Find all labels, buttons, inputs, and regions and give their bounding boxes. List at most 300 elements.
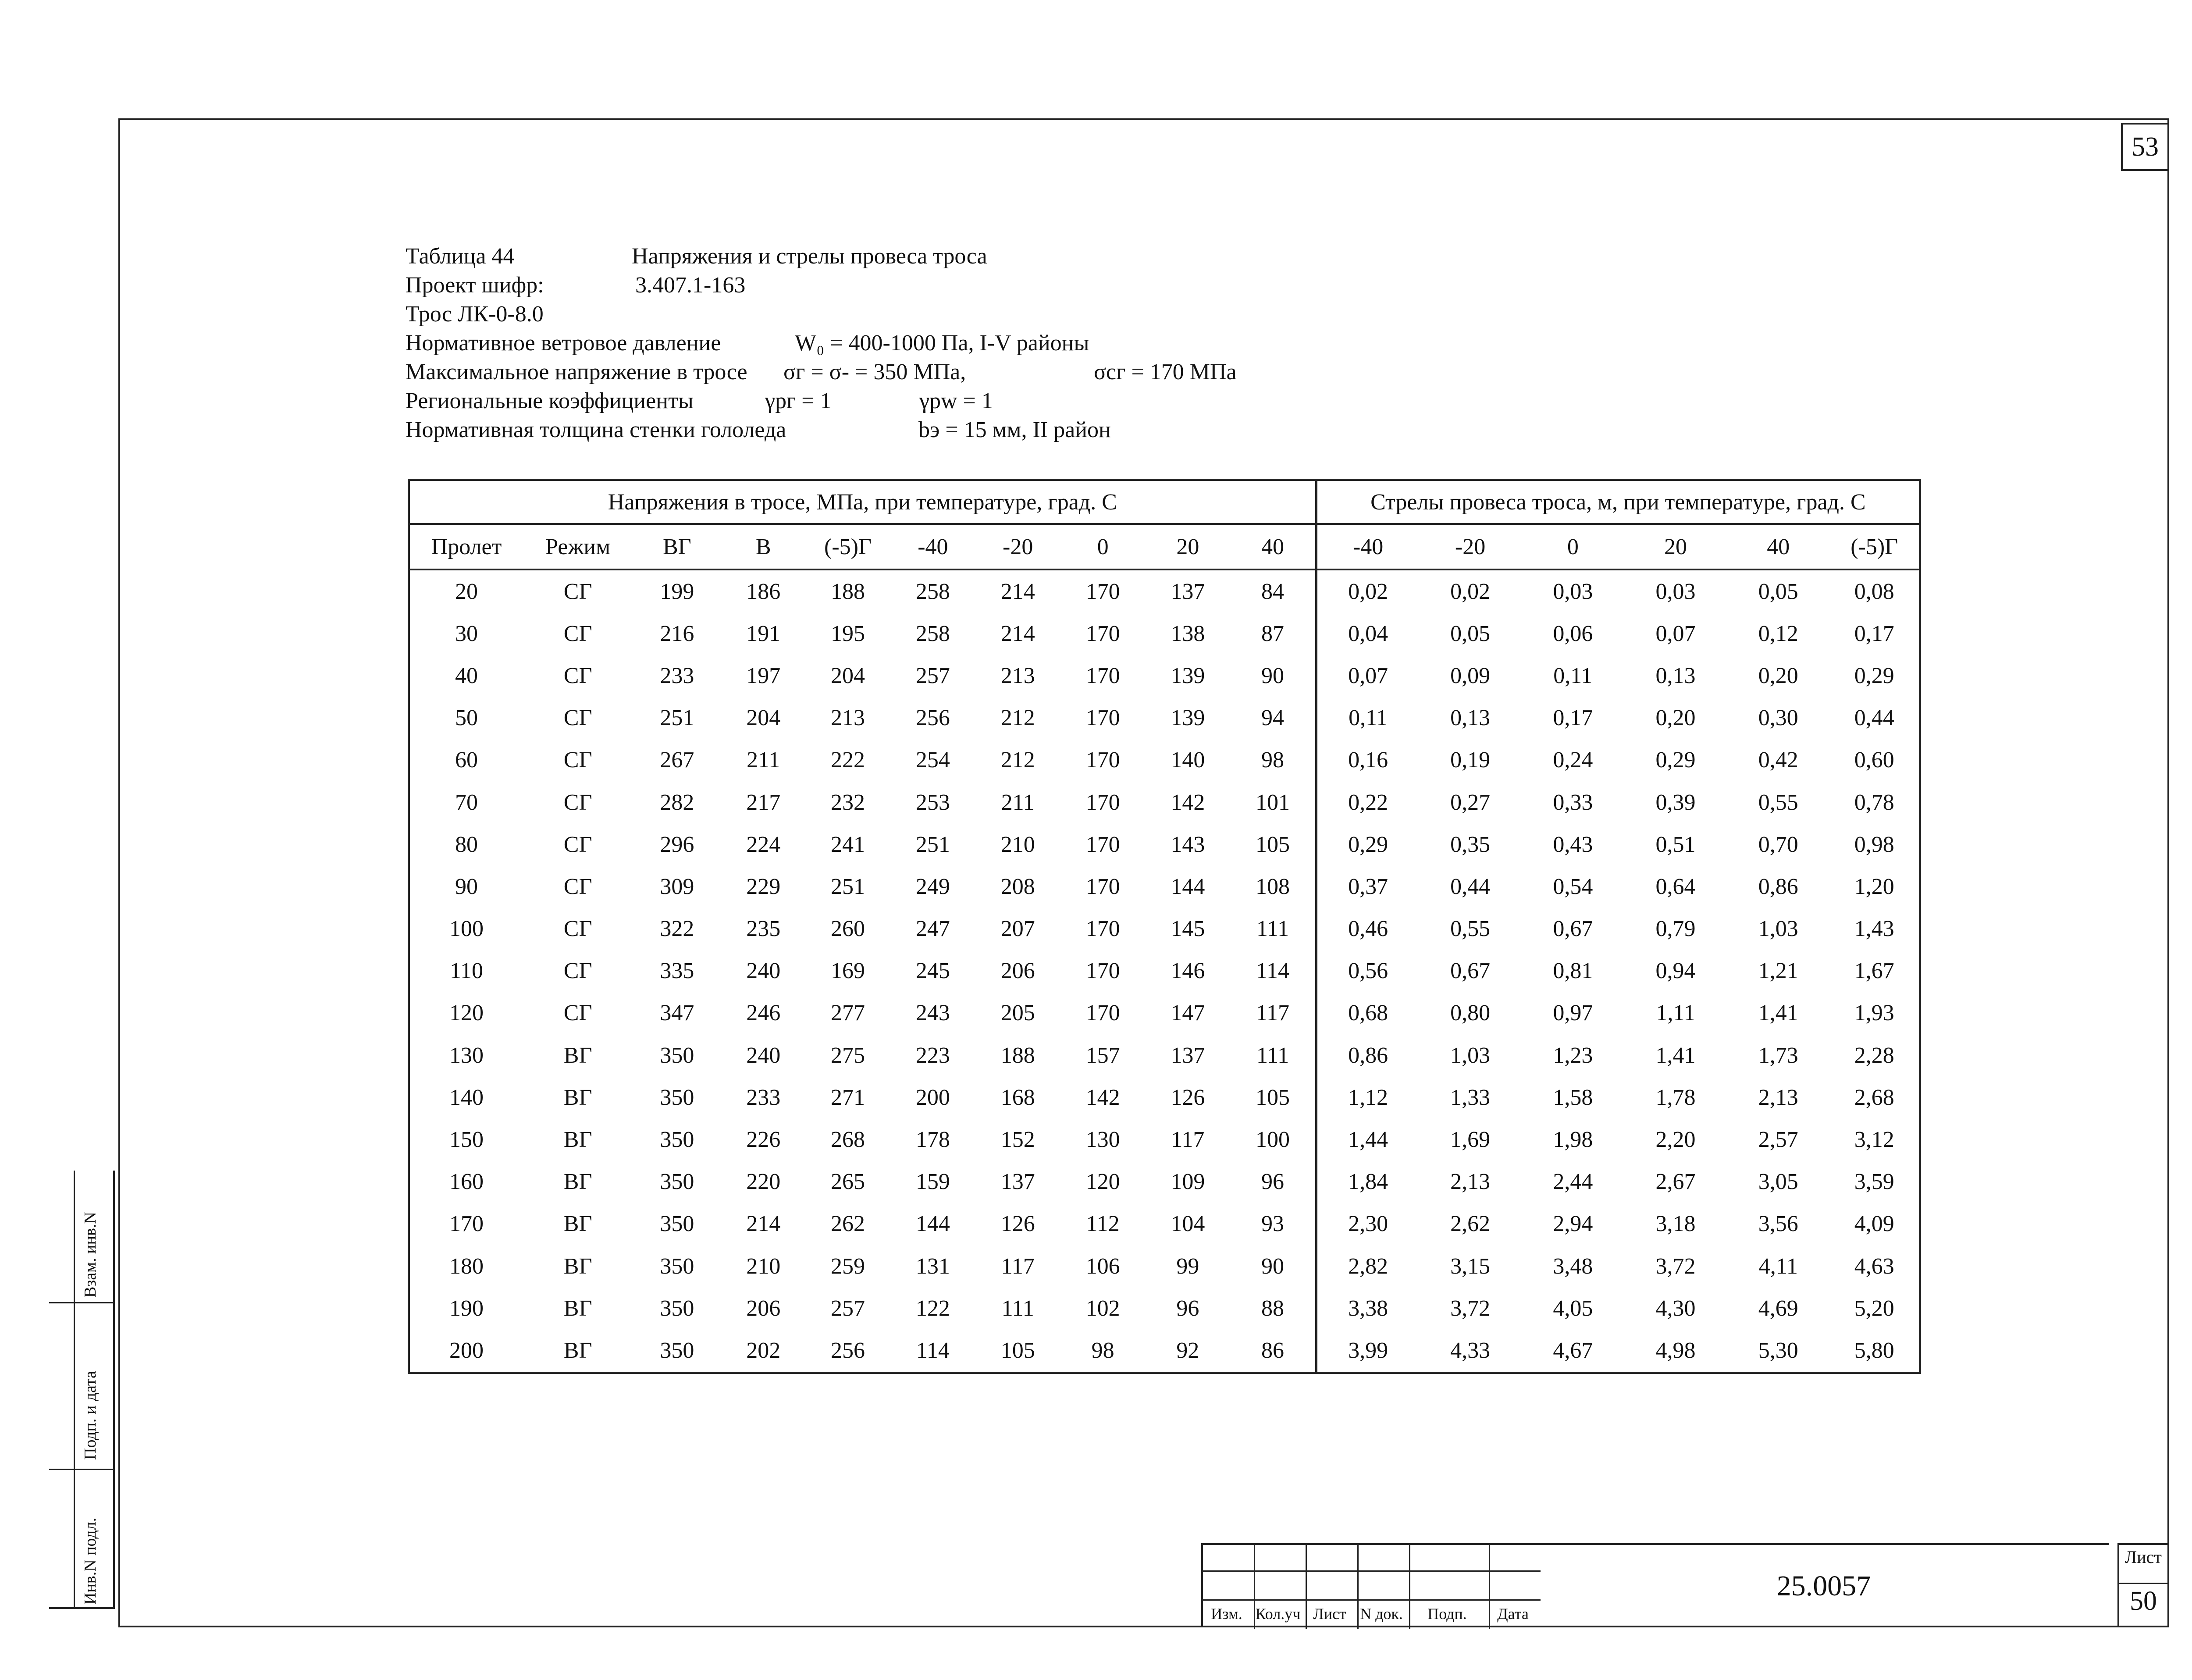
table-cell: 267 [660, 747, 694, 773]
table-cell: 1,41 [1655, 1043, 1696, 1068]
table-cell: 0,86 [1316, 1034, 1419, 1076]
table-cell: 3,18 [1655, 1211, 1696, 1237]
table-cell: 93 [1261, 1211, 1285, 1237]
table-cell: 251 [660, 705, 694, 731]
table-cell: 109 [1171, 1169, 1205, 1195]
table-cell: 350 [660, 1127, 694, 1153]
col-sag-20: 20 [1624, 524, 1727, 569]
table-cell: 1,03 [1758, 916, 1798, 942]
table-cell: 214 [1000, 579, 1035, 604]
project-code: 3.407.1-163 [635, 273, 746, 298]
table-cell: 1,23 [1553, 1043, 1593, 1068]
group-sag-header: Стрелы провеса троса, м, при температуре, град. С [1316, 480, 1920, 524]
table-cell: 1,73 [1758, 1043, 1798, 1068]
table-cell: 4,63 [1854, 1253, 1894, 1279]
table-cell: 210 [746, 1253, 781, 1279]
table-cell: 0,29 [1854, 663, 1894, 688]
table-cell: 98 [1091, 1338, 1114, 1363]
table-cell: СГ [563, 621, 592, 646]
table-row [409, 1034, 1920, 1076]
table-cell: 0,37 [1316, 865, 1419, 908]
table-cell: 243 [915, 1000, 950, 1026]
table-cell: 0,43 [1553, 832, 1593, 857]
table-cell: 257 [915, 663, 950, 688]
table-cell: 216 [660, 621, 694, 646]
table-cell: 105 [1000, 1338, 1035, 1363]
table-cell: 170 [1085, 579, 1120, 604]
table-cell: 211 [1001, 790, 1035, 815]
table-cell: 114 [1256, 958, 1290, 984]
title-block [1201, 1543, 2169, 1627]
table-cell: 50 [455, 705, 478, 731]
sheet-number: 50 [2119, 1583, 2167, 1617]
table-cell: 2,67 [1655, 1169, 1696, 1195]
table-cell: 256 [831, 1338, 865, 1363]
table-cell: 0,11 [1553, 663, 1593, 688]
project-label: Проект шифр: [406, 273, 544, 298]
table-cell: 0,98 [1854, 832, 1894, 857]
table-cell: 204 [746, 705, 781, 731]
table-cell: 186 [746, 579, 781, 604]
table-cell: 350 [660, 1043, 694, 1068]
col-sag-40: 40 [1727, 524, 1829, 569]
table-cell: ВГ [563, 1043, 592, 1068]
table-cell: 170 [1085, 705, 1120, 731]
table-cell: 80 [455, 832, 478, 857]
table-cell: 130 [1085, 1127, 1120, 1153]
table-cell: 217 [746, 790, 781, 815]
table-cell: 0,86 [1758, 874, 1798, 899]
table-cell: 108 [1256, 874, 1290, 899]
table-cell: 190 [449, 1296, 484, 1321]
table-cell: 2,28 [1854, 1043, 1894, 1068]
table-body [409, 569, 1920, 1373]
table-cell: 1,03 [1450, 1043, 1491, 1068]
table-cell: 5,80 [1854, 1338, 1894, 1363]
table-cell: 0,78 [1854, 790, 1894, 815]
table-cell: 199 [660, 579, 694, 604]
table-cell: ВГ [563, 1127, 592, 1153]
table-cell: 0,80 [1450, 1000, 1491, 1026]
table-cell: 251 [915, 832, 950, 857]
table-cell: 2,82 [1316, 1245, 1419, 1287]
table-cell: 206 [746, 1296, 781, 1321]
col-sag-0: 0 [1522, 524, 1624, 569]
table-cell: СГ [563, 579, 592, 604]
table-cell: 0,81 [1553, 958, 1593, 984]
table-cell: СГ [563, 790, 592, 815]
table-cell: СГ [563, 916, 592, 942]
table-row [409, 655, 1920, 697]
table-row [409, 865, 1920, 908]
table-cell: 1,41 [1758, 1000, 1798, 1026]
table-cell: 170 [1085, 663, 1120, 688]
table-cell: 1,78 [1655, 1085, 1696, 1110]
table-cell: 170 [1085, 790, 1120, 815]
table-cell: 3,72 [1655, 1253, 1696, 1279]
table-cell: 212 [1000, 747, 1035, 773]
table-cell: 90 [455, 874, 478, 899]
table-cell: СГ [563, 832, 592, 857]
label-list: Лист [1313, 1605, 1346, 1623]
table-cell: 100 [1256, 1127, 1290, 1153]
table-cell: 1,58 [1553, 1085, 1593, 1110]
ice-label: Нормативная толщина стенки гололеда [406, 417, 786, 442]
table-cell: 350 [660, 1253, 694, 1279]
table-cell: 245 [915, 958, 950, 984]
table-cell: 0,02 [1316, 569, 1419, 612]
table-row [409, 823, 1920, 865]
table-cell: 0,68 [1316, 992, 1419, 1034]
table-cell: 139 [1171, 663, 1205, 688]
table-cell: 4,69 [1758, 1296, 1798, 1321]
table-cell: 144 [915, 1211, 950, 1237]
table-cell: 223 [915, 1043, 950, 1068]
table-cell: 0,27 [1450, 790, 1491, 815]
table-cell: 2,94 [1553, 1211, 1593, 1237]
table-cell: 282 [660, 790, 694, 815]
table-cell: 0,17 [1553, 705, 1593, 731]
table-cell: 1,12 [1316, 1076, 1419, 1118]
table-cell: 212 [1000, 705, 1035, 731]
table-cell: 137 [1000, 1169, 1035, 1195]
col-stress-m5g: (-5)Г [805, 524, 890, 569]
table-cell: 88 [1261, 1296, 1285, 1321]
table-cell: 0,03 [1553, 579, 1593, 604]
col-stress-0: 0 [1060, 524, 1146, 569]
table-cell: 157 [1085, 1043, 1120, 1068]
table-cell: 0,46 [1316, 908, 1419, 950]
table-cell: 277 [831, 1000, 865, 1026]
table-cell: 0,04 [1316, 612, 1419, 655]
gamma-pw: γpw = 1 [919, 388, 993, 413]
table-cell: 110 [449, 958, 484, 984]
col-stress-vg: ВГ [633, 524, 721, 569]
table-cell: 204 [831, 663, 865, 688]
ice-value: bэ = 15 мм, II район [918, 417, 1111, 442]
cable-type: Трос ЛК-0-8.0 [406, 302, 544, 327]
table-cell: 104 [1171, 1211, 1205, 1237]
table-cell: 94 [1261, 705, 1285, 731]
table-cell: 213 [1000, 663, 1035, 688]
table-cell: 0,22 [1316, 781, 1419, 823]
table-row [409, 739, 1920, 781]
table-cell: 126 [1171, 1085, 1205, 1110]
table-cell: 0,11 [1316, 697, 1419, 739]
table-cell: 257 [831, 1296, 865, 1321]
table-cell: 111 [1256, 1043, 1289, 1068]
table-cell: 0,97 [1553, 1000, 1593, 1026]
table-cell: 105 [1256, 832, 1290, 857]
table-cell: 233 [746, 1085, 781, 1110]
table-cell: 0,07 [1316, 655, 1419, 697]
table-cell: 271 [831, 1085, 865, 1110]
table-cell: 84 [1261, 579, 1285, 604]
col-stress-m20: -20 [975, 524, 1060, 569]
revision-labels [1201, 1605, 1539, 1627]
table-cell: 140 [449, 1085, 484, 1110]
table-cell: 3,15 [1450, 1253, 1491, 1279]
table-cell: 350 [660, 1085, 694, 1110]
table-cell: 259 [831, 1253, 865, 1279]
table-cell: 253 [915, 790, 950, 815]
table-cell: 178 [915, 1127, 950, 1153]
table-cell: 2,62 [1450, 1211, 1491, 1237]
table-row [409, 612, 1920, 655]
table-row [409, 1245, 1920, 1287]
table-cell: 197 [746, 663, 781, 688]
table-cell: 3,56 [1758, 1211, 1798, 1237]
table-cell: 240 [746, 958, 781, 984]
table-cell: 335 [660, 958, 694, 984]
table-cell: 350 [660, 1169, 694, 1195]
table-cell: 1,84 [1316, 1161, 1419, 1203]
table-row [409, 697, 1920, 739]
table-row [409, 992, 1920, 1034]
table-cell: 0,20 [1758, 663, 1798, 688]
table-cell: 87 [1261, 621, 1285, 646]
table-cell: 211 [747, 747, 780, 773]
table-cell: 147 [1171, 1000, 1205, 1026]
table-cell: 0,29 [1655, 747, 1696, 773]
table-cell: 159 [915, 1169, 950, 1195]
table-cell: 170 [1085, 874, 1120, 899]
table-cell: 240 [746, 1043, 781, 1068]
table-cell: 233 [660, 663, 694, 688]
table-cell: 4,33 [1450, 1338, 1491, 1363]
table-row [409, 1076, 1920, 1118]
table-cell: 350 [660, 1211, 694, 1237]
table-cell: 180 [449, 1253, 484, 1279]
table-cell: 160 [449, 1169, 484, 1195]
table-cell: 350 [660, 1296, 694, 1321]
table-cell: 0,54 [1553, 874, 1593, 899]
table-cell: ВГ [563, 1211, 592, 1237]
table-cell: 2,57 [1758, 1127, 1798, 1153]
table-cell: 0,70 [1758, 832, 1798, 857]
table-cell: 214 [746, 1211, 781, 1237]
table-label: Таблица 44 [406, 244, 515, 269]
stamp-inv-original: Инв.N подл. [81, 1517, 100, 1605]
table-cell: 4,05 [1553, 1296, 1593, 1321]
table-cell: 258 [915, 621, 950, 646]
table-cell: 2,20 [1655, 1127, 1696, 1153]
table-cell: 0,67 [1450, 958, 1491, 984]
regional-label: Региональные коэффициенты [406, 388, 694, 413]
table-cell: 251 [831, 874, 865, 899]
label-izm: Изм. [1211, 1605, 1242, 1623]
table-row [409, 569, 1920, 612]
table-cell: 202 [746, 1338, 781, 1363]
table-cell: 138 [1171, 621, 1205, 646]
table-cell: 0,44 [1854, 705, 1894, 731]
col-stress-40: 40 [1230, 524, 1316, 569]
table-cell: 3,48 [1553, 1253, 1593, 1279]
stress-value: σг = σ- = 350 МПа, [783, 359, 966, 384]
table-cell: 152 [1000, 1127, 1035, 1153]
col-stress-20: 20 [1145, 524, 1230, 569]
table-cell: 0,39 [1655, 790, 1696, 815]
table-cell: ВГ [563, 1296, 592, 1321]
stress-sag-table [408, 479, 1921, 1374]
table-cell: 214 [1000, 621, 1035, 646]
table-cell: 2,68 [1854, 1085, 1894, 1110]
table-cell: 208 [1000, 874, 1035, 899]
table-row [409, 950, 1920, 992]
table-cell: 1,44 [1316, 1118, 1419, 1160]
table-cell: 3,59 [1854, 1169, 1894, 1195]
stress-label: Максимальное напряжение в тросе [406, 359, 747, 384]
table-cell: 120 [449, 1000, 484, 1026]
table-cell: 226 [746, 1127, 781, 1153]
table-cell: 222 [831, 747, 865, 773]
stamp-sign-date: Подп. и дата [81, 1370, 100, 1460]
table-cell: 0,20 [1655, 705, 1696, 731]
table-cell: 1,43 [1854, 916, 1894, 942]
table-cell: 235 [746, 916, 781, 942]
table-cell: 0,29 [1316, 823, 1419, 865]
table-row [409, 1203, 1920, 1245]
table-cell: 86 [1261, 1338, 1285, 1363]
table-cell: 4,09 [1854, 1211, 1894, 1237]
table-cell: 296 [660, 832, 694, 857]
table-cell: 188 [1000, 1043, 1035, 1068]
table-cell: 275 [831, 1043, 865, 1068]
table-cell: 0,79 [1655, 916, 1696, 942]
table-cell: ВГ [563, 1253, 592, 1279]
table-cell: 143 [1171, 832, 1205, 857]
table-cell: 170 [449, 1211, 484, 1237]
sheet-label: Лист [2125, 1547, 2162, 1567]
table-cell: 170 [1085, 916, 1120, 942]
table-cell: 122 [915, 1296, 950, 1321]
table-cell: 140 [1171, 747, 1205, 773]
table-cell: 169 [831, 958, 865, 984]
table-cell: 309 [660, 874, 694, 899]
col-sag-m5g: (-5)Г [1829, 524, 1920, 569]
table-cell: 195 [831, 621, 865, 646]
table-cell: 170 [1085, 958, 1120, 984]
table-cell: 102 [1085, 1296, 1120, 1321]
table-cell: 0,07 [1655, 621, 1696, 646]
table-cell: 0,03 [1655, 579, 1696, 604]
table-cell: 224 [746, 832, 781, 857]
table-cell: 206 [1000, 958, 1035, 984]
sheet-box [2117, 1543, 2169, 1627]
table-cell: 170 [1085, 747, 1120, 773]
gamma-pr: γpг = 1 [765, 388, 832, 413]
table-cell: 142 [1171, 790, 1205, 815]
col-mode: Режим [523, 524, 633, 569]
table-cell: 4,67 [1553, 1338, 1593, 1363]
table-cell: 213 [831, 705, 865, 731]
table-cell: СГ [563, 874, 592, 899]
table-cell: 0,60 [1854, 747, 1894, 773]
table-cell: 117 [1171, 1127, 1205, 1153]
table-cell: 112 [1086, 1211, 1120, 1237]
table-cell: 2,13 [1450, 1169, 1491, 1195]
table-cell: 3,12 [1854, 1127, 1894, 1153]
table-cell: 207 [1000, 916, 1035, 942]
table-cell: 0,64 [1655, 874, 1696, 899]
col-stress-m40: -40 [890, 524, 975, 569]
table-cell: 254 [915, 747, 950, 773]
table-cell: 0,06 [1553, 621, 1593, 646]
margin-stamp [49, 1171, 115, 1609]
table-cell: 2,13 [1758, 1085, 1798, 1110]
table-cell: 130 [449, 1043, 484, 1068]
label-sign: Подп. [1427, 1605, 1467, 1623]
table-cell: 232 [831, 790, 865, 815]
table-cell: 0,55 [1450, 916, 1491, 942]
table-cell: 0,17 [1854, 621, 1894, 646]
table-row [409, 1287, 1920, 1329]
table-cell: 347 [660, 1000, 694, 1026]
table-cell: 322 [660, 916, 694, 942]
table-cell: СГ [563, 1000, 592, 1026]
table-cell: 0,16 [1316, 739, 1419, 781]
table-cell: 131 [915, 1253, 950, 1279]
table-cell: 99 [1176, 1253, 1199, 1279]
table-cell: 117 [1256, 1000, 1290, 1026]
table-cell: 350 [660, 1338, 694, 1363]
table-cell: 170 [1085, 621, 1120, 646]
table-cell: 5,30 [1758, 1338, 1798, 1363]
table-cell: 0,05 [1758, 579, 1798, 604]
table-cell: 1,20 [1854, 874, 1894, 899]
table-cell: 3,38 [1316, 1287, 1419, 1329]
table-cell: 0,56 [1316, 950, 1419, 992]
label-doc-no: N док. [1360, 1605, 1403, 1623]
table-cell: 0,13 [1450, 705, 1491, 731]
table-cell: 111 [1256, 916, 1289, 942]
table-cell: 265 [831, 1169, 865, 1195]
table-cell: 0,35 [1450, 832, 1491, 857]
table-cell: СГ [563, 747, 592, 773]
table-cell: 100 [449, 916, 484, 942]
table-cell: 0,19 [1450, 747, 1491, 773]
table-cell: 20 [455, 579, 478, 604]
table-cell: 3,05 [1758, 1169, 1798, 1195]
table-cell: 4,98 [1655, 1338, 1696, 1363]
table-cell: 256 [915, 705, 950, 731]
table-cell: 105 [1256, 1085, 1290, 1110]
wind-label: Нормативное ветровое давление [406, 331, 721, 356]
table-cell: 60 [455, 747, 478, 773]
table-cell: 246 [746, 1000, 781, 1026]
document-code: 25.0057 [1539, 1543, 2109, 1627]
table-cell: 188 [831, 579, 865, 604]
table-cell: 1,33 [1450, 1085, 1491, 1110]
col-sag-m40: -40 [1316, 524, 1419, 569]
table-cell: 1,21 [1758, 958, 1798, 984]
table-cell: 106 [1085, 1253, 1120, 1279]
label-kol-uch: Кол.уч [1255, 1605, 1301, 1623]
table-cell: 170 [1085, 832, 1120, 857]
table-cell: 111 [1001, 1296, 1034, 1321]
table-cell: 0,42 [1758, 747, 1798, 773]
table-cell: 170 [1085, 1000, 1120, 1026]
table-cell: 0,12 [1758, 621, 1798, 646]
table-cell: 0,05 [1450, 621, 1491, 646]
stamp-replace-inv: Взам. инв.N [81, 1212, 100, 1298]
stress-avg: σсг = 170 МПа [1094, 359, 1237, 384]
table-cell: 4,30 [1655, 1296, 1696, 1321]
table-cell: 114 [916, 1338, 950, 1363]
table-cell: 0,24 [1553, 747, 1593, 773]
table-cell: 210 [1000, 832, 1035, 857]
table-cell: 0,33 [1553, 790, 1593, 815]
